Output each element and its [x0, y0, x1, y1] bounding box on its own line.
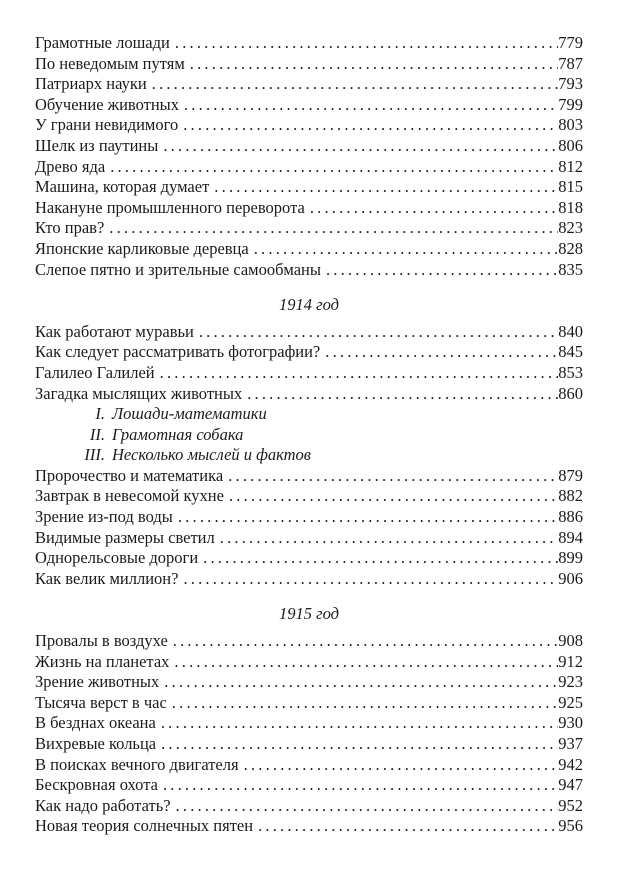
toc-subentry — [35, 404, 583, 425]
toc-entry-page: 779 — [558, 33, 583, 52]
toc-entry — [35, 755, 583, 776]
dot-leader — [190, 54, 558, 75]
toc-subentry-title: Несколько мыслей и фактов — [112, 445, 311, 465]
toc-subentry-numeral: I. — [95, 404, 105, 424]
toc-entry — [35, 734, 583, 755]
toc-entry-title: Машина, которая думает — [35, 177, 210, 197]
toc-entry — [35, 218, 583, 239]
toc-entry-title: Тысяча верст в час — [35, 692, 167, 712]
toc-entry — [35, 693, 583, 714]
toc-entry — [35, 672, 583, 693]
toc-entry-title: Загадка мыслящих животных — [35, 383, 243, 403]
toc-entry-title: Галилео Галилей — [35, 362, 155, 382]
toc-entry-page: 815 — [558, 177, 583, 197]
section-heading: 1915 год — [279, 604, 339, 624]
toc-entry-page: 906 — [558, 568, 583, 588]
toc-entry — [35, 507, 583, 528]
toc-entry — [35, 363, 583, 384]
dot-leader — [254, 239, 559, 260]
toc-entry-page: 886 — [558, 507, 583, 527]
toc-entry — [35, 260, 583, 281]
dot-leader — [203, 548, 558, 569]
toc-entry-title: Бескровная охота — [35, 775, 158, 795]
toc-entry-title: Жизнь на планетах — [35, 651, 170, 671]
toc-entry — [35, 177, 583, 198]
toc-entry-title: Новая теория солнечных пятен — [35, 816, 254, 836]
toc-entry — [35, 569, 583, 590]
toc-entry-page: 818 — [558, 197, 583, 217]
toc-subentry — [35, 445, 583, 466]
toc-entry — [35, 528, 583, 549]
toc-subentry — [35, 425, 583, 446]
toc-entry-title: По неведомым путям — [35, 53, 185, 73]
dot-leader — [228, 466, 558, 487]
dot-leader — [220, 528, 559, 549]
dot-leader — [326, 260, 558, 281]
dot-leader — [310, 198, 558, 219]
toc-entry-title: Зрение животных — [35, 672, 160, 692]
toc-entry — [35, 95, 583, 116]
toc-entry — [35, 775, 583, 796]
toc-subentry-numeral: III. — [84, 445, 105, 465]
toc-entry-page: 860 — [558, 383, 583, 403]
toc-entry-title: Слепое пятно и зрительные самообманы — [35, 259, 321, 279]
dot-leader — [214, 177, 558, 198]
toc-entry-page: 787 — [558, 53, 583, 73]
toc-entry-title: Завтрак в невесомой кухне — [35, 486, 224, 506]
toc-entry-title: Провалы в воздухе — [35, 631, 168, 651]
toc-entry-page: 853 — [558, 362, 583, 382]
toc-entry-page: 894 — [558, 527, 583, 547]
toc-entry-title: В безднах океана — [35, 713, 156, 733]
toc-entry — [35, 239, 583, 260]
toc-entry-page: 823 — [558, 218, 583, 238]
toc-entry-page: 799 — [558, 94, 583, 114]
dot-leader — [199, 322, 558, 343]
toc-entry-title: Как работают муравьи — [35, 321, 194, 341]
dot-leader — [163, 775, 558, 796]
toc-entry-page: 912 — [558, 651, 583, 671]
toc-entry-page: 908 — [558, 631, 583, 651]
toc-entry-page: 835 — [558, 259, 583, 279]
toc-entry-title: Однорельсовые дороги — [35, 548, 199, 568]
toc-entry-title: Вихревые кольца — [35, 734, 157, 753]
toc-entry-title: Как велик миллион? — [35, 568, 179, 588]
toc-entry-title: У грани невидимого — [35, 115, 179, 135]
dot-leader — [178, 507, 558, 528]
section-heading: 1914 год — [279, 295, 339, 315]
toc-entry — [35, 713, 583, 734]
toc-entry — [35, 342, 583, 363]
toc-entry-page: 947 — [558, 775, 583, 795]
dot-leader — [229, 486, 558, 507]
dot-leader — [110, 157, 558, 178]
toc-entry-title: Накануне промышленного переворота — [35, 197, 305, 217]
toc-entry-title: Древо яда — [35, 156, 106, 176]
toc-entry — [35, 652, 583, 673]
toc-entry-page: 828 — [558, 238, 583, 258]
toc-entry — [35, 486, 583, 507]
toc-entry-title: Как следует рассматривать фотографии? — [35, 342, 321, 362]
dot-leader — [258, 816, 558, 837]
toc-entry — [35, 466, 583, 487]
toc-entry-page: 937 — [558, 734, 583, 753]
toc-entry-title: Пророчество и математика — [35, 465, 224, 485]
toc-entry-title: Кто прав? — [35, 218, 105, 238]
toc-subentry-numeral: II. — [89, 424, 105, 444]
toc-entry-title: Шелк из паутины — [35, 135, 159, 155]
toc-entry-page: 923 — [558, 672, 583, 692]
dot-leader — [161, 713, 558, 734]
toc-entry — [35, 136, 583, 157]
dot-leader — [183, 115, 558, 136]
dot-leader — [173, 631, 558, 652]
toc-entry-page: 879 — [558, 465, 583, 485]
dot-leader — [176, 796, 559, 817]
dot-leader — [175, 33, 558, 54]
toc-entry — [35, 33, 583, 54]
dot-leader — [161, 734, 558, 755]
toc-entry-page: 942 — [558, 754, 583, 774]
dot-leader — [163, 136, 558, 157]
toc-entry-page: 899 — [558, 548, 583, 568]
toc-entry-title: В поисках вечного двигателя — [35, 754, 239, 774]
toc-entry-page: 952 — [558, 795, 583, 815]
toc-entry — [35, 54, 583, 75]
toc-entry — [35, 74, 583, 95]
toc-entry-page: 803 — [558, 115, 583, 135]
toc-entry-page: 882 — [558, 486, 583, 506]
dot-leader — [183, 569, 558, 590]
dot-leader — [174, 652, 558, 673]
toc-entry — [35, 384, 583, 405]
toc-entry-title: Патриарх науки — [35, 74, 147, 94]
toc-entry-page: 956 — [558, 816, 583, 836]
toc-entry-title: Японские карликовые деревца — [35, 238, 249, 258]
dot-leader — [109, 218, 558, 239]
toc-entry — [35, 198, 583, 219]
dot-leader — [152, 74, 559, 95]
toc-entry-page: 930 — [558, 713, 583, 733]
toc-entry-page: 925 — [558, 692, 583, 712]
toc-entry-title: Как надо работать? — [35, 795, 171, 815]
toc-entry — [35, 796, 583, 817]
toc-entry-title: Обучение животных — [35, 94, 179, 114]
dot-leader — [247, 384, 558, 405]
dot-leader — [164, 672, 558, 693]
dot-leader — [244, 755, 559, 776]
toc-entry — [35, 157, 583, 178]
toc-sections — [35, 33, 583, 837]
toc-entry-page: 812 — [558, 156, 583, 176]
toc-entry — [35, 322, 583, 343]
toc-entry-title: Грамотные лошади — [35, 33, 170, 52]
toc-entry — [35, 115, 583, 136]
toc-entry-page: 845 — [558, 342, 583, 362]
toc-entry-page: 793 — [558, 74, 583, 94]
toc-subentry-title: Лошади-математики — [112, 404, 267, 424]
dot-leader — [184, 95, 558, 116]
toc-entry-title: Видимые размеры светил — [35, 527, 215, 547]
toc-entry-page: 806 — [558, 135, 583, 155]
toc-entry — [35, 548, 583, 569]
toc-entry-title: Зрение из-под воды — [35, 507, 173, 527]
toc-entry — [35, 816, 583, 837]
dot-leader — [172, 693, 558, 714]
dot-leader — [160, 363, 559, 384]
toc-entry — [35, 631, 583, 652]
toc-entry-page: 840 — [558, 321, 583, 341]
dot-leader — [325, 342, 558, 363]
toc-subentry-title: Грамотная собака — [112, 424, 244, 444]
